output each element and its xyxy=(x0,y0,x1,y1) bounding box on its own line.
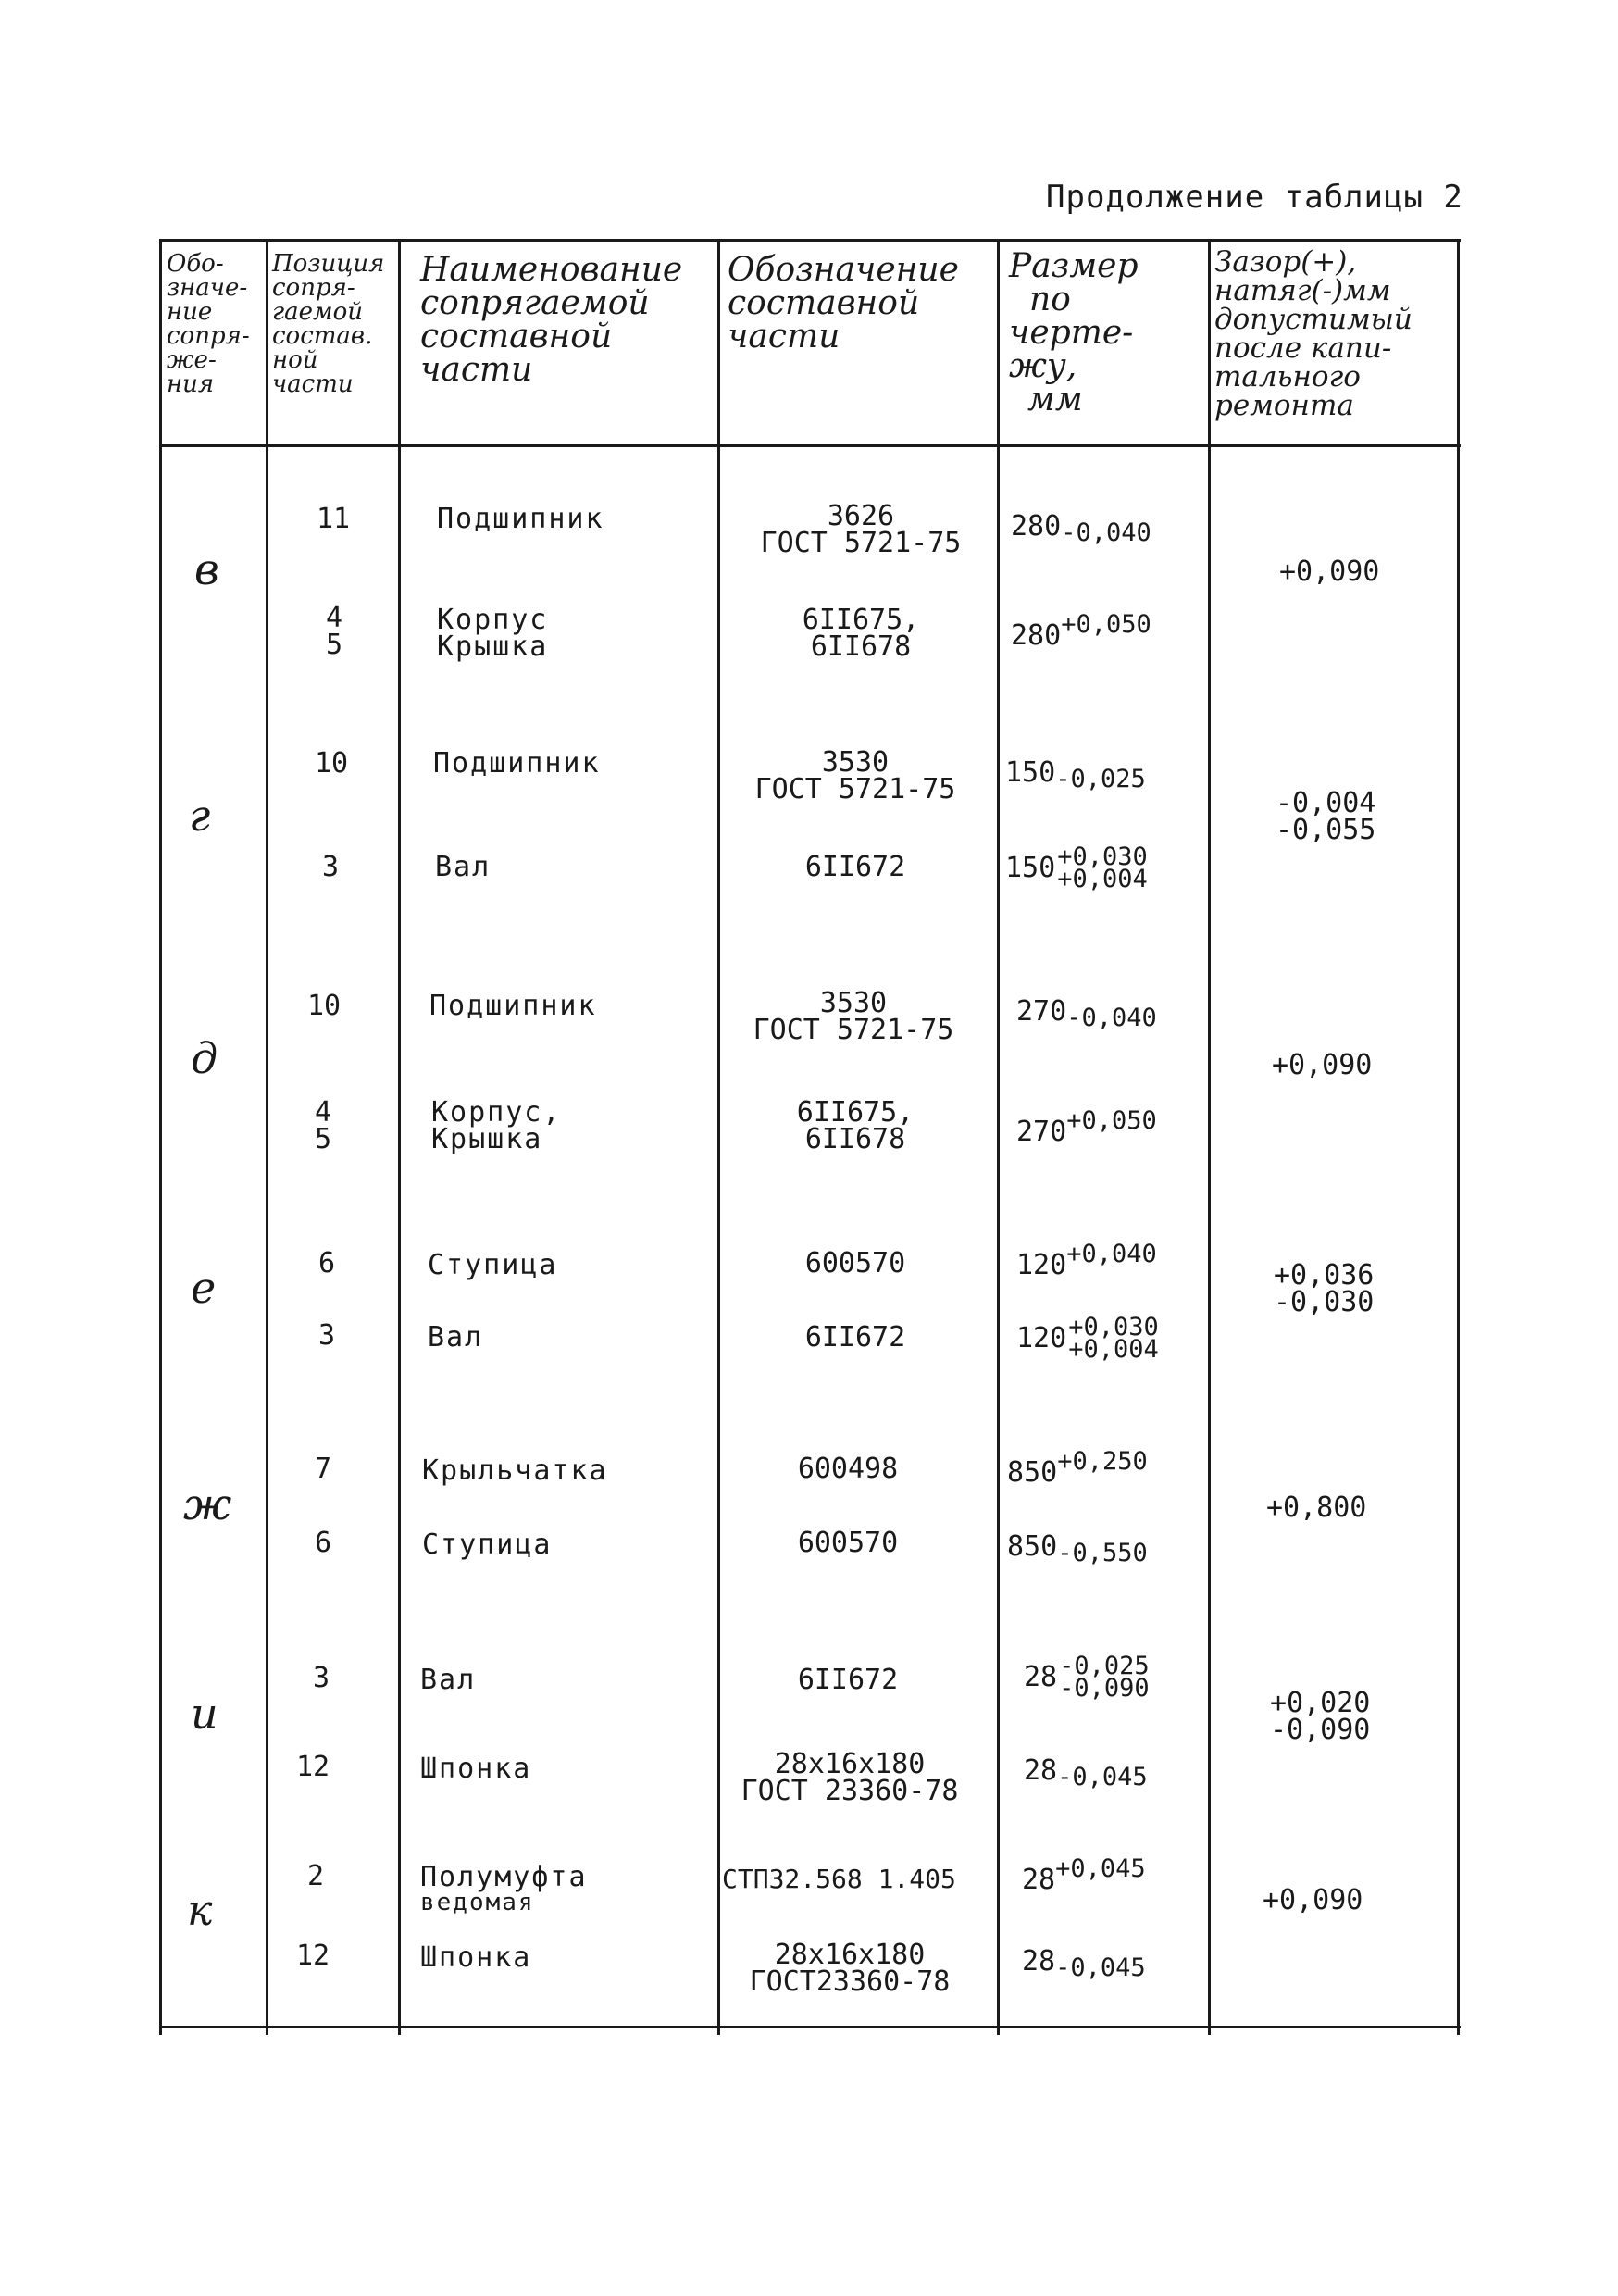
part-name: Подшипник xyxy=(433,747,601,780)
part-name: Ступица xyxy=(422,1529,553,1561)
part-designation: 28x16x180 ГОСТ 23360-78 xyxy=(741,1748,959,1807)
part-name: Вал xyxy=(428,1321,484,1354)
fit-designation: ж xyxy=(183,1479,232,1529)
position-number: 4 5 xyxy=(315,1096,332,1155)
position-number: 10 xyxy=(307,990,342,1022)
table-caption: Продолжение таблицы 2 xyxy=(1046,179,1463,216)
part-name: Подшипник xyxy=(429,990,597,1022)
header-designation: Обо- значе- ние сопря- же- ния xyxy=(167,250,250,398)
fit-designation: в xyxy=(194,544,219,594)
header-position: Позиция сопря- гаемой состав. ной части xyxy=(272,250,385,398)
fit-designation: е xyxy=(191,1263,217,1313)
col-divider-0 xyxy=(159,239,162,2035)
fit-value: +0,090 xyxy=(1279,555,1380,588)
col-divider-5 xyxy=(1208,239,1211,2035)
position-number: 3 xyxy=(318,1319,336,1352)
part-name: Подшипник xyxy=(437,503,604,535)
part-name: Вал xyxy=(435,851,492,883)
fit-value: +0,090 xyxy=(1263,1884,1363,1916)
drawing-size: 28-0,045 xyxy=(1024,1754,1148,1791)
header-clearance: Зазор(+), натяг(-)мм допустимый после капи- тального ремонта xyxy=(1214,245,1413,422)
position-number: 6 xyxy=(315,1527,332,1559)
fits-table xyxy=(159,239,1461,2035)
header-drawing-size: Размер по черте- жу, мм xyxy=(1009,247,1139,418)
fit-designation: г xyxy=(189,791,211,841)
header-part-name: Наименование сопрягаемой составной части xyxy=(420,251,683,389)
part-designation: 6II675, 6II678 xyxy=(796,1096,915,1155)
position-number: 4 5 xyxy=(326,602,343,661)
fit-value: -0,004 -0,055 xyxy=(1276,787,1376,846)
drawing-size: 850+0,250 xyxy=(1007,1447,1148,1489)
drawing-size: 120+0,040 xyxy=(1016,1240,1157,1281)
table-top-border xyxy=(159,239,1461,242)
part-designation: 3626 ГОСТ 5721-75 xyxy=(760,500,962,559)
drawing-size: 270+0,050 xyxy=(1016,1106,1157,1148)
drawing-size: 150-0,025 xyxy=(1005,756,1146,793)
part-designation: 6II672 xyxy=(804,1321,906,1354)
drawing-size: 150 +0,030 +0,004 xyxy=(1005,842,1148,894)
position-number: 3 xyxy=(313,1662,330,1694)
part-designation: 600570 xyxy=(804,1247,906,1279)
drawing-size: 280+0,050 xyxy=(1011,610,1151,652)
part-designation: 6II672 xyxy=(797,1664,899,1696)
position-number: 10 xyxy=(315,747,349,780)
col-divider-4 xyxy=(997,239,1000,2035)
fit-value: +0,090 xyxy=(1272,1049,1373,1081)
drawing-size: 850-0,550 xyxy=(1007,1530,1148,1567)
part-name: Полумуфта ведомая xyxy=(420,1861,588,1916)
position-number: 2 xyxy=(307,1860,325,1892)
drawing-size: 280-0,040 xyxy=(1011,510,1151,547)
part-name: Крыльчатка xyxy=(422,1454,608,1487)
drawing-size: 28+0,045 xyxy=(1022,1854,1146,1896)
fit-designation: и xyxy=(191,1689,218,1739)
part-name: Корпус, Крышка xyxy=(431,1096,562,1155)
fit-value: +0,800 xyxy=(1266,1491,1367,1524)
part-designation: 3530 ГОСТ 5721-75 xyxy=(754,746,956,805)
part-name: Корпус Крышка xyxy=(437,604,549,663)
drawing-size: 28-0,045 xyxy=(1022,1945,1146,1982)
fit-designation: д xyxy=(191,1033,218,1083)
position-number: 3 xyxy=(322,851,340,883)
part-designation: 6II672 xyxy=(804,851,906,883)
position-number: 12 xyxy=(296,1940,330,1972)
header-divider xyxy=(159,444,1461,447)
position-number: 7 xyxy=(315,1453,332,1485)
col-divider-2 xyxy=(398,239,401,2035)
col-divider-6 xyxy=(1457,239,1460,2035)
drawing-size: 270-0,040 xyxy=(1016,995,1157,1032)
part-designation: 3530 ГОСТ 5721-75 xyxy=(753,987,954,1046)
part-name: Шпонка xyxy=(420,1941,532,1974)
part-designation: 600498 xyxy=(797,1453,899,1485)
part-designation: СТП32.568 1.405 xyxy=(722,1864,956,1894)
part-name: Ступица xyxy=(428,1249,558,1281)
part-designation: 600570 xyxy=(797,1527,899,1559)
part-designation: 6II675, 6II678 xyxy=(802,604,920,663)
position-number: 11 xyxy=(317,503,351,535)
fit-value: +0,020 -0,090 xyxy=(1270,1687,1371,1746)
table-bottom-border xyxy=(159,2026,1461,2028)
position-number: 6 xyxy=(318,1247,336,1279)
fit-value: +0,036 -0,030 xyxy=(1274,1259,1375,1318)
col-divider-1 xyxy=(266,239,268,2035)
part-designation: 28x16x180 ГОСТ23360-78 xyxy=(749,1939,951,1998)
part-name: Шпонка xyxy=(420,1753,532,1785)
fit-designation: к xyxy=(187,1885,213,1935)
part-name: Вал xyxy=(420,1664,477,1696)
drawing-size: 28 -0,025 -0,090 xyxy=(1024,1652,1150,1703)
header-part-designation: Обозначение составной части xyxy=(728,251,959,356)
drawing-size: 120 +0,030 +0,004 xyxy=(1016,1313,1159,1365)
position-number: 12 xyxy=(296,1751,330,1783)
